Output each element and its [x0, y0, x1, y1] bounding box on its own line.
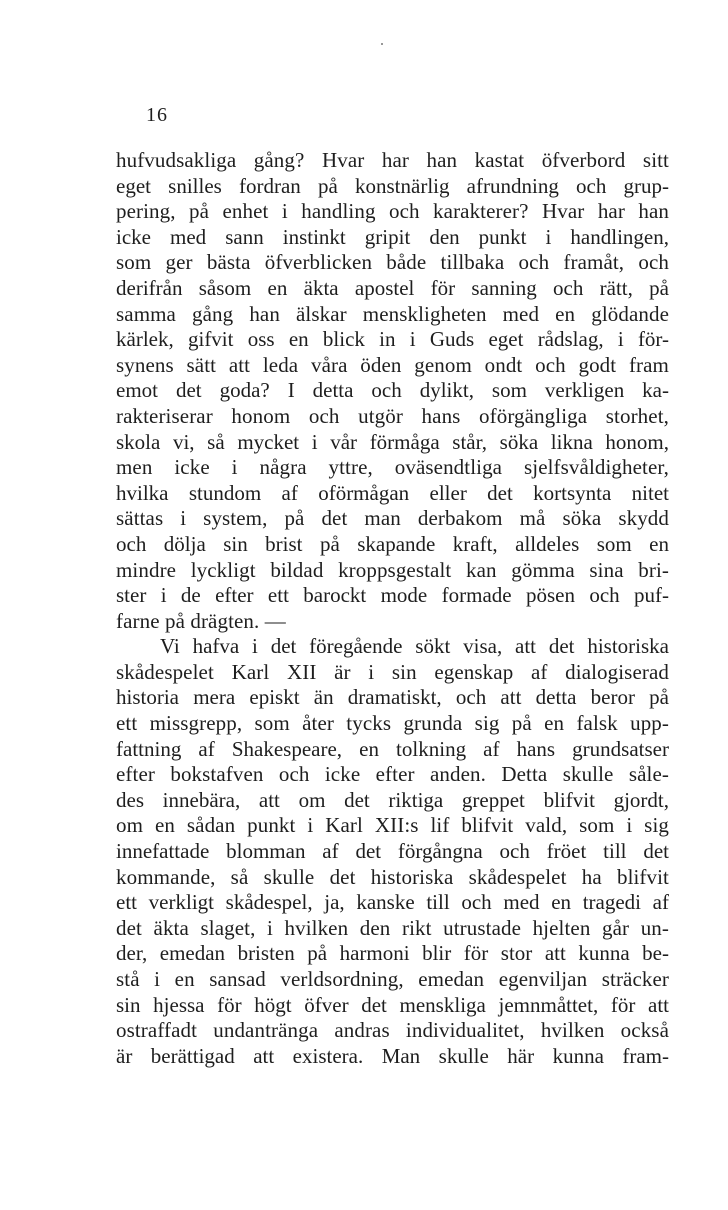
- text-line: samma gång han älskar menskligheten med en glödande: [116, 301, 669, 326]
- body-text: [116, 148, 669, 1069]
- text-line: kärlek, gifvit oss en blick in i Guds eget rådslag, i för-: [116, 327, 669, 352]
- text-line: sin hjessa för högt öfver det menskliga jemnmåttet, för att: [116, 992, 669, 1017]
- text-line: hvilka stundom af oförmågan eller det kortsynta nitet: [116, 480, 669, 505]
- page-number: 16: [146, 104, 168, 126]
- text-line: det äkta slaget, i hvilken den rikt utrustade hjelten går un-: [116, 915, 669, 940]
- text-line: om en sådan punkt i Karl XII:s lif blifvit vald, som i sig: [116, 813, 669, 838]
- text-line: rakteriserar honom och utgör hans oförgängliga storhet,: [116, 403, 669, 428]
- text-line: stå i en sansad verldsordning, emedan egenviljan sträcker: [116, 967, 669, 991]
- text-line: sättas i system, på det man derbakom må söka skydd: [116, 506, 669, 531]
- text-line: skådespelet Karl XII är i sin egenskap af dialogiserad: [116, 659, 669, 684]
- text-line: eget snilles fordran på konstnärlig afrundning och grup-: [116, 173, 669, 198]
- text-line: icke med sann instinkt gripit den punkt i handlingen,: [116, 224, 669, 249]
- text-line: men icke i några yttre, oväsendtliga sjelfsvåldigheter,: [116, 455, 669, 480]
- text-line: efter bokstafven och icke efter anden. Detta skulle såle-: [116, 762, 669, 787]
- text-line: som ger bästa öfverblicken både tillbaka och framåt, och: [116, 250, 669, 275]
- text-line: och dölja sin brist på skapande kraft, alldeles som en: [116, 531, 669, 556]
- paragraph-start-line: Vi hafva i det föregående sökt visa, att det historiska: [160, 634, 669, 659]
- paper-speck: [381, 43, 383, 45]
- text-line: synens sätt att leda våra öden genom ondt och godt fram: [116, 352, 669, 377]
- text-line: mindre lyckligt bildad kroppsgestalt kan gömma sina bri-: [116, 557, 669, 582]
- text-line: ster i de efter ett barockt mode formade pösen och puf-: [116, 583, 669, 608]
- text-line: skola vi, så mycket i vår förmåga står, söka likna honom,: [116, 429, 669, 454]
- text-line: historia mera episkt än dramatiskt, och att detta beror på: [116, 685, 669, 710]
- text-line: hufvudsakliga gång? Hvar har han kastat öfverbord sitt: [116, 148, 669, 172]
- text-line: fattning af Shakespeare, en tolkning af hans grundsatser: [116, 736, 669, 761]
- text-line: kommande, så skulle det historiska skådespelet ha blifvit: [116, 864, 669, 889]
- text-line: pering, på enhet i handling och karakterer? Hvar har han: [116, 199, 669, 224]
- text-line: emot det goda? I detta och dylikt, som verkligen ka-: [116, 378, 669, 403]
- text-line: ett missgrepp, som åter tycks grunda sig på en falsk upp-: [116, 711, 669, 736]
- text-line: derifrån såsom en äkta apostel för sanning och rätt, på: [116, 275, 669, 300]
- text-line: der, emedan bristen på harmoni blir för stor att kunna be-: [116, 941, 669, 966]
- text-line: ett verkligt skådespel, ja, kanske till och med en tragedi af: [116, 890, 669, 915]
- text-line: des innebära, att om det riktiga greppet blifvit gjordt,: [116, 787, 669, 812]
- text-line: är berättigad att existera. Man skulle här kunna fram-: [116, 1043, 669, 1068]
- paragraph-end-line: farne på drägten. —: [116, 608, 286, 633]
- text-line: innefattade blomman af det förgångna och fröet till det: [116, 839, 669, 864]
- text-line: ostraffadt undantränga andras individualitet, hvilken också: [116, 1018, 669, 1043]
